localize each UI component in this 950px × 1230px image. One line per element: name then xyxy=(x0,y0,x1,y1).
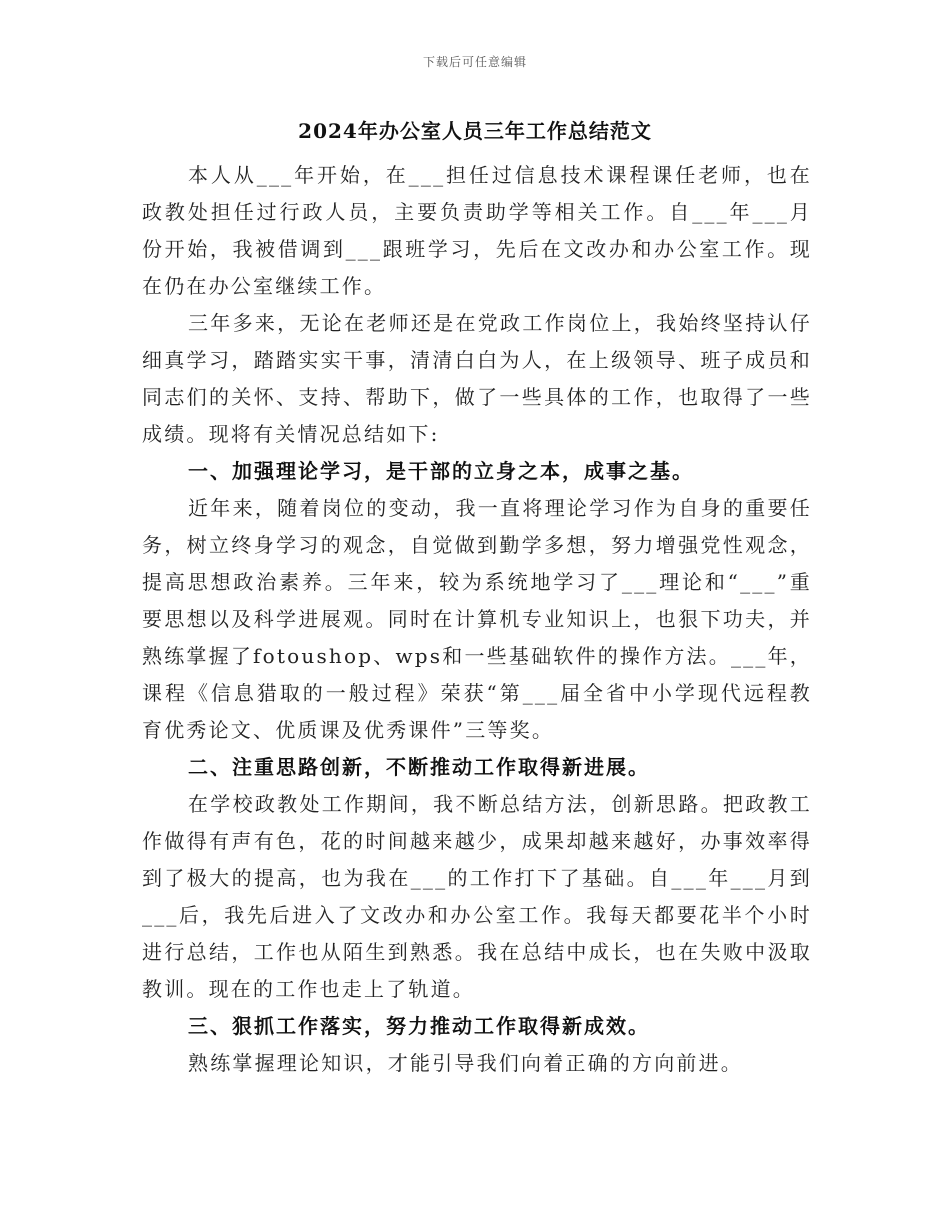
paragraph: 在学校政教处工作期间，我不断总结方法，创新思路。把政教工作做得有声有色，花的时间越来越少，成果却越来越好，办事效率得到了极大的提高，也为我在___的工作打下了基础。自___年___月到___后，我先后进入了文改办和办公室工作。我每天都要花半个小时进行总结，工作也从陌生到熟悉。我在总结中成长，也在失败中汲取教训。现在的工作也走上了轨道。 xyxy=(142,792,812,1001)
section-heading: 一、加强理论学习，是干部的立身之本，成事之基。 xyxy=(188,459,694,483)
paragraph: 熟练掌握理论知识，才能引导我们向着正确的方向前进。 xyxy=(188,1051,743,1075)
section-heading: 三、狠抓工作落实，努力推动工作取得新成效。 xyxy=(188,1014,650,1038)
section-heading: 二、注重思路创新，不断推动工作取得新进展。 xyxy=(188,755,650,779)
paragraph: 本人从___年开始，在___担任过信息技术课程课任老师，也在政教处担任过行政人员，主要负责助学等相关工作。自___年___月份开始，我被借调到___跟班学习，先后在文改办和办公室工作。现在仍在办公室继续工作。 xyxy=(142,163,812,298)
header-note: 下载后可任意编辑 xyxy=(422,55,527,69)
document-title: 2024年办公室人员三年工作总结范文 xyxy=(298,119,652,143)
paragraph: 三年多来，无论在老师还是在党政工作岗位上，我始终坚持认仔细真学习，踏踏实实干事，清清白白为人，在上级领导、班子成员和同志们的关怀、支持、帮助下，做了一些具体的工作，也取得了一些成绩。现将有关情况总结如下: xyxy=(142,311,812,446)
paragraph: 近年来，随着岗位的变动，我一直将理论学习作为自身的重要任务，树立终身学习的观念，自觉做到勤学多想，努力增强党性观念，提高思想政治素养。三年来，较为系统地学习了___理论和“___”重要思想以及科学进展观。同时在计算机专业知识上，也狠下功夫，并熟练掌握了fotoushop、wps和一些基础软件的操作方法。___年，课程《信息猎取的一般过程》荣获“第___届全省中小学现代远程教育优秀论文、优质课及优秀课件”三等奖。 xyxy=(142,496,812,742)
document-body xyxy=(142,157,812,1082)
